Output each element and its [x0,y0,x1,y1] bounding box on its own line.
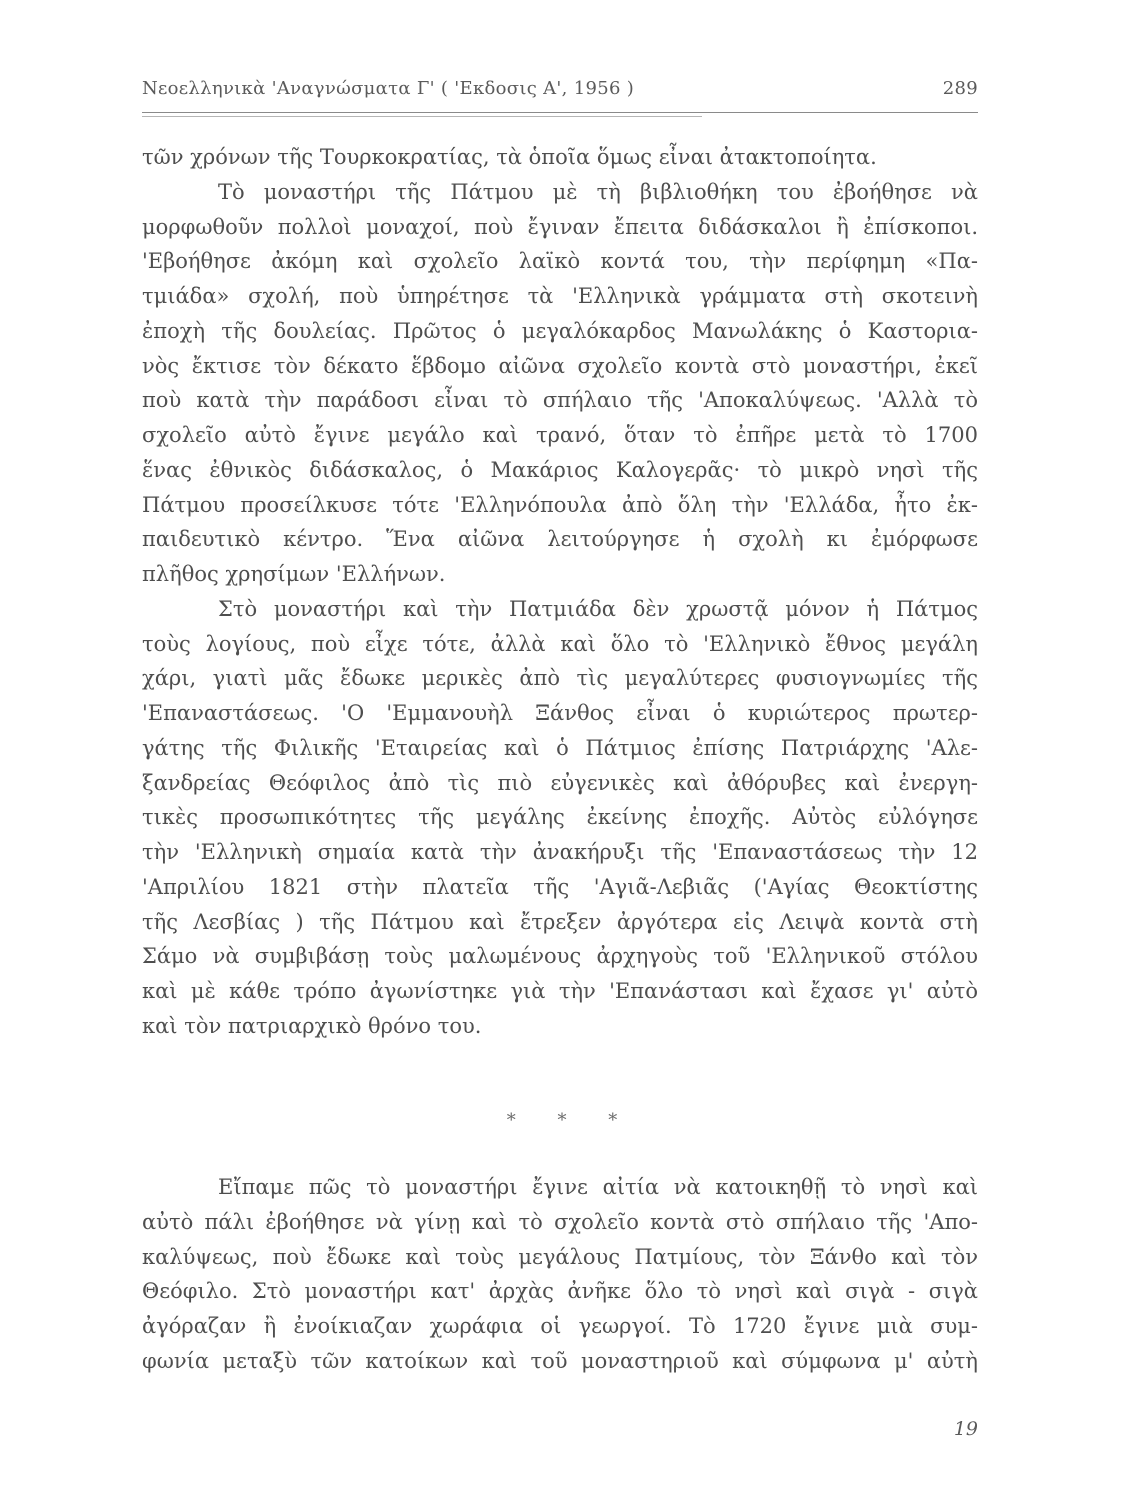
text-line: νὸς ἔκτισε τὸν δέκατο ἕβδομο αἰῶνα σχολεῖο κοντὰ στὸ μοναστήρι, ἐκεῖ [142,353,978,378]
page-number: 289 [942,78,978,99]
text-line: γάτης τῆς Φιλικῆς 'Εταιρείας καὶ ὁ Πάτμιος ἐπίσης Πατριάρχης 'Αλε- [142,735,978,760]
text-line: Σάμο νὰ συμβιβάσῃ τοὺς μαλωμένους ἀρχηγοὺς τοῦ 'Ελληνικοῦ στόλου [142,944,978,969]
header-rule [142,112,978,113]
text-line: τὴν 'Ελληνικὴ σημαία κατὰ τὴν ἀνακήρυξι τῆς 'Επαναστάσεως τὴν 12 [142,840,978,864]
text-line: χάρι, γιατὶ μᾶς ἔδωκε μερικὲς ἀπὸ τὶς μεγαλύτερες φυσιογνωμίες τῆς [142,666,978,691]
text-line: 'Εβοήθησε ἀκόμη καὶ σχολεῖο λαϊκὸ κοντά του, τὴν περίφημη «Πα- [142,249,978,274]
text-line: τῶν χρόνων τῆς Τουρκοκρατίας, τὰ ὁποῖα ὅμως εἶναι ἀτακτοποίητα. [142,145,877,169]
text-line: ἐποχὴ τῆς δουλείας. Πρῶτος ὁ μεγαλόκαρδος Μανωλάκης ὁ Καστορια- [142,318,978,343]
text-line: αὐτὸ πάλι ἐβοήθησε νὰ γίνῃ καὶ τὸ σχολεῖο κοντὰ στὸ σπήλαιο τῆς 'Απο- [142,1209,978,1234]
text-line: Στὸ μοναστήρι καὶ τὴν Πατμιάδα δὲν χρωστᾷ μόνον ἡ Πάτμος [218,596,978,621]
header-rule-secondary [142,116,702,117]
text-line: παιδευτικὸ κέντρο. Ἕνα αἰῶνα λειτούργησε ἡ σχολὴ κι ἐμόρφωσε [142,527,978,552]
running-head [142,78,978,106]
text-line: τμιάδα» σχολή, ποὺ ὑπηρέτησε τὰ 'Ελληνικὰ γράμματα στὴ σκοτεινὴ [142,284,978,308]
text-line: Τὸ μοναστήρι τῆς Πάτμου μὲ τὴ βιβλιοθήκη του ἐβοήθησε νὰ [218,179,978,204]
text-line: καὶ τὸν πατριαρχικὸ θρόνο του. [142,1013,482,1038]
text-line: ξανδρείας Θεόφιλος ἀπὸ τὶς πιὸ εὐγενικὲς καὶ ἀθόρυβες καὶ ἐνεργη- [142,770,978,795]
text-line: σχολεῖο αὐτὸ ἔγινε μεγάλο καὶ τρανό, ὅταν τὸ ἐπῆρε μετὰ τὸ 1700 [142,423,978,447]
running-head-title: Νεοελληνικὰ 'Αναγνώσματα Γ' ( 'Εκδοσις Α', 1956 ) [142,78,635,99]
text-line: φωνία μεταξὺ τῶν κατοίκων καὶ τοῦ μοναστηριοῦ καὶ σύμφωνα μ' αὐτὴ [142,1348,978,1373]
text-line: Θεόφιλο. Στὸ μοναστήρι κατ' ἀρχὰς ἀνῆκε ὅλο τὸ νησὶ καὶ σιγὰ - σιγὰ [142,1279,978,1304]
text-line: τῆς Λεσβίας ) τῆς Πάτμου καὶ ἔτρεξεν ἀργότερα εἰς Λειψὰ κοντὰ στὴ [142,909,978,934]
text-line: 'Απριλίου 1821 στὴν πλατεῖα τῆς 'Αγιᾶ-Λεβιᾶς ('Αγίας Θεοκτίστης [142,874,978,899]
text-line: ἀγόραζαν ἢ ἐνοίκιαζαν χωράφια οἱ γεωργοί. Τὸ 1720 ἔγινε μιὰ συμ- [142,1314,978,1338]
text-line: πλῆθος χρησίμων 'Ελλήνων. [142,562,446,586]
text-line: καλύψεως, ποὺ ἔδωκε καὶ τοὺς μεγάλους Πατμίους, τὸν Ξάνθο καὶ τὸν [142,1244,978,1269]
section-asterism: * * * [506,1110,636,1131]
body-text [142,140,978,1044]
text-line: Πάτμου προσείλκυσε τότε 'Ελληνόπουλα ἀπὸ ὅλη τὴν 'Ελλάδα, ἦτο ἐκ- [142,492,978,517]
text-line: καὶ μὲ κάθε τρόπο ἀγωνίστηκε γιὰ τὴν 'Επανάστασι καὶ ἔχασε γι' αὐτὸ [142,979,978,1003]
body-text-continued [142,1170,978,1379]
text-line: μορφωθοῦν πολλοὶ μοναχοί, ποὺ ἔγιναν ἔπειτα διδάσκαλοι ἢ ἐπίσκοποι. [142,214,978,239]
text-line: τοὺς λογίους, ποὺ εἶχε τότε, ἀλλὰ καὶ ὅλο τὸ 'Ελληνικὸ ἔθνος μεγάλη [142,631,978,656]
gathering-signature: 19 [953,1418,978,1440]
text-line: Εἴπαμε πῶς τὸ μοναστήρι ἔγινε αἰτία νὰ κατοικηθῇ τὸ νησὶ καὶ [218,1175,978,1199]
text-line: ἕνας ἐθνικὸς διδάσκαλος, ὁ Μακάριος Καλογερᾶς· τὸ μικρὸ νησὶ τῆς [142,457,978,482]
text-line: 'Επαναστάσεως. 'Ο 'Εμμανουὴλ Ξάνθος εἶναι ὁ κυριώτερος πρωτερ- [142,701,978,725]
text-line: ποὺ κατὰ τὴν παράδοσι εἶναι τὸ σπήλαιο τῆς 'Αποκαλύψεως. 'Αλλὰ τὸ [142,388,978,413]
text-line: τικὲς προσωπικότητες τῆς μεγάλης ἐκείνης ἐποχῆς. Αὐτὸς εὐλόγησε [142,805,978,830]
